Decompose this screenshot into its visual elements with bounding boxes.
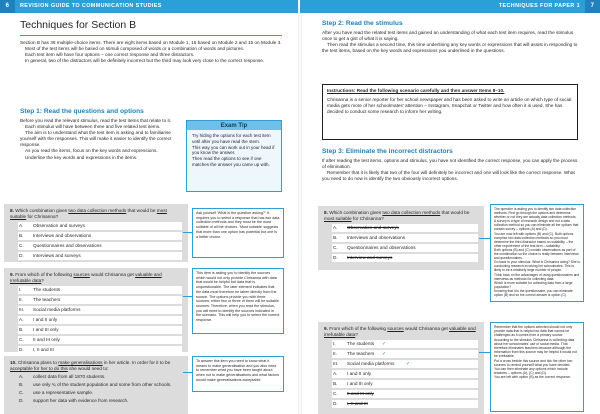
step2-paragraph: Then read the stimulus a second time, this time underlining any key words or expressions that will assist in responding to the test items, based on the key words and expressions you underlined in the questions. xyxy=(322,42,578,54)
step1-paragraph: The aim is to understand what the test item is asking and to familiarise yourself with the responses. This will make it easier to identify the correct response. xyxy=(20,130,172,148)
source-ii xyxy=(324,350,478,358)
option-letter: C. xyxy=(19,243,24,248)
question-9-box-annotated xyxy=(318,322,484,414)
option-b xyxy=(324,234,478,242)
step3-paragraph: Remember that it is likely that two of the four will definitely be incorrect and one will look like the correct response. What you need to do now is identify the two obviously incorrect options. xyxy=(322,170,575,182)
option-d xyxy=(324,400,478,408)
question-number: 9. xyxy=(10,272,14,277)
instructions-text: Read the following scenario carefully and then answer Items 8–10. xyxy=(355,88,505,93)
step3-paragraph: If after reading the test items, options and stimulus, you have not identified the correct response, you can apply the process of elimination. xyxy=(322,158,578,170)
option-text: Observation and surveys xyxy=(33,223,85,228)
option-text: Interviews and observations xyxy=(347,235,406,240)
step2-text xyxy=(322,30,578,54)
explanation-line: According to the stimulus Chrisanna is collecting data about her schoolmates' use of social media. That therefore eliminates teachers because although the information from this source may be helpful it would not be irrefutable. xyxy=(494,337,577,359)
step1-paragraph: As you read the items, focus on the key words and expressions. xyxy=(25,148,158,154)
option-text: Interviews and observations xyxy=(33,233,92,238)
explanation-line: Remember that the options selected should not only provide data that is helpful but data that cannot be challenged as it comes from a primary source. xyxy=(494,325,573,338)
option-letter: C. xyxy=(333,391,338,396)
option-letter: A. xyxy=(333,225,338,230)
step2-heading: Step 2: Read the stimulus xyxy=(322,20,403,27)
running-header-title: TECHNIQUES FOR PAPER 1 xyxy=(498,3,580,9)
option-text: I, II and III xyxy=(33,347,54,352)
question-9-stem xyxy=(10,272,182,284)
question-9-note: This item is asking you to identify the sources which would not only provide Chrisanna with data that would be helpful but data that is unquestionable. The later element indicates that the data must therefore be taken directly from the source. The options provide you with three sources; either two or three of them will be suitable sources. Therefore, when you read the stimulus, you will need to identify the sources indicated in the scenario. This will help you to select the correct response. xyxy=(192,268,284,334)
stem-part: Which combination gives xyxy=(15,208,69,213)
option-letter: D. xyxy=(19,253,24,258)
question-9-stem xyxy=(324,326,478,338)
source-text: The students xyxy=(33,287,61,292)
option-letter: B. xyxy=(19,327,24,332)
option-text: support her data with evidence from research. xyxy=(33,398,129,403)
tick-icon: ✓ xyxy=(382,340,387,347)
option-text: I and II only xyxy=(33,317,58,322)
option-c xyxy=(10,242,182,250)
page-number: 6 xyxy=(0,0,15,13)
running-header-title: REVISION GUIDE TO COMMUNICATION STUDIES xyxy=(20,3,162,9)
right-page xyxy=(300,0,600,414)
source-text: The students xyxy=(347,341,375,346)
scenario-text: Chrisanna is a senior reporter for her school newspaper and has been asked to write an article on which type of social media gets more of her schoolmates' attention – Instagram, Snapchat or Twitter and how often it is used. She has decided to conduct some research to inform her writing. xyxy=(327,97,572,114)
source-numeral: I. xyxy=(333,341,336,346)
stem-part: in her article. In order for it to be xyxy=(102,360,171,365)
section-title: Techniques for Section B xyxy=(20,19,137,31)
stem-part: for Chrisanna? xyxy=(351,216,384,221)
step2-paragraph: After you have read the related test items and gained an understanding of what each test item requires, read the stimulus once to get a gist of what it is saying. xyxy=(322,30,574,42)
option-a xyxy=(10,374,182,380)
question-9-explanation xyxy=(490,322,584,412)
option-letter: A. xyxy=(333,371,338,376)
option-text-struck: II and III only xyxy=(347,391,374,396)
intro-text xyxy=(20,40,284,64)
option-text-struck: Interview and surveys xyxy=(347,255,393,260)
question-8-explanation xyxy=(490,204,584,302)
source-numeral: I. xyxy=(19,287,22,292)
question-8-box-annotated xyxy=(318,206,484,270)
option-d xyxy=(10,346,182,354)
option-letter: C. xyxy=(19,337,24,342)
explanation-line: Knowing that it is the questionnaire, you can eliminate option (B) and so the correct answer is option (C). xyxy=(494,288,573,297)
option-b xyxy=(324,380,478,388)
option-letter: B. xyxy=(333,381,338,386)
option-letter: B. xyxy=(333,235,338,240)
stem-keyword: two data collection methods xyxy=(68,208,127,213)
option-letter: A. xyxy=(19,374,24,379)
note-connector xyxy=(183,232,192,233)
stem-part: From which of the following xyxy=(329,326,388,331)
instructions-box xyxy=(322,84,578,140)
stem-part: ? xyxy=(355,332,358,337)
left-page-header xyxy=(0,0,300,13)
exam-tip-body xyxy=(187,130,281,171)
step3-heading: Step 3: Eliminate the incorrect distractors xyxy=(322,148,453,155)
note-connector xyxy=(479,352,490,353)
option-letter: D. xyxy=(333,401,338,406)
source-i xyxy=(10,286,182,294)
question-number: 10. xyxy=(10,360,17,365)
option-b xyxy=(10,326,182,334)
stem-part: she would need to: xyxy=(67,366,109,371)
question-8-note: Ask yourself 'What is the question asking?' It requires you to select a response that has two data collection methods and they must be the most suitable of all the choices. 'Most suitable' suggests that more than one option has potential but one is a better choice. xyxy=(192,208,284,258)
source-text: Social media platforms xyxy=(33,307,81,312)
stem-part: ? xyxy=(41,278,44,283)
stem-part: Which combination gives xyxy=(329,210,383,215)
option-a xyxy=(10,316,182,324)
exam-tip-paragraph: This way you can work out in your head if you know the answer. xyxy=(192,144,275,156)
stem-keyword: sources xyxy=(387,326,404,331)
question-8-box xyxy=(4,204,188,262)
option-text-struck: Observation and surveys xyxy=(347,225,399,230)
step1-paragraph: Each stimulus will have between three and five related test items. xyxy=(25,124,161,130)
option-a xyxy=(10,222,182,230)
step1-paragraph: Before you read the relevant stimulus, read the test items that relate to it. xyxy=(20,118,172,123)
source-numeral: III. xyxy=(333,361,339,366)
question-number: 8. xyxy=(324,210,328,215)
page-number: 7 xyxy=(585,0,600,13)
option-text: use only ¾ of the student population and some from other schools. xyxy=(33,382,172,387)
stem-part: would Chrisanna get xyxy=(403,326,450,331)
intro-paragraph: Most of the test items will be based on stimuli composed of words or a combination of words and pictures. xyxy=(25,46,245,52)
stem-part: Chrisanna plans to xyxy=(17,360,59,365)
option-text: Questionnaires and observations xyxy=(33,243,102,248)
explanation-line: A survey is a type of research design and not a data collection method so you can eliminate all the options that contain survey – options (A) and (D). xyxy=(494,219,579,232)
source-numeral: II. xyxy=(333,351,337,356)
source-iii xyxy=(10,306,182,314)
option-letter: A. xyxy=(19,223,24,228)
explanation-line: Go back to your stimulus. What is Chrisanna doing? She is conducting research involving her schoolmates. This is likely to be a relatively large number of people. xyxy=(494,260,580,273)
option-d xyxy=(10,398,182,404)
note-connector xyxy=(479,238,490,239)
source-text: The teachers xyxy=(33,297,61,302)
option-c xyxy=(324,244,478,252)
question-10-stem xyxy=(10,360,182,372)
option-text: I and III only xyxy=(347,381,373,386)
stem-part: that would be xyxy=(126,208,157,213)
step1-paragraph: Underline the key words and expressions in the items. xyxy=(25,154,138,160)
question-10-box xyxy=(4,356,188,414)
source-text: Social media platforms xyxy=(347,361,395,366)
option-d xyxy=(10,252,182,260)
option-b xyxy=(10,232,182,240)
explanation-line: Which is more suitable for collecting data from a large population? xyxy=(494,280,573,289)
explanation-line: The question is asking you to identify two data collection methods. First go through the options and determine whether or not they are actually data collection methods. xyxy=(494,207,577,220)
option-text: I and II only xyxy=(347,371,372,376)
explanation-line: Put a cross beside this source and tick the other two sources to remind yourself what you have decided. xyxy=(494,358,573,367)
question-10-note: To answer this item you need to know what it means to make generalisation and you also need to remember what you have been taught about when not to make generalisations and what factors would make generalisations acceptable. xyxy=(192,356,284,392)
stem-keyword: valuable and irrefutable data xyxy=(10,272,162,283)
option-letter: A. xyxy=(19,317,24,322)
question-8-stem xyxy=(10,208,182,220)
stem-keyword: most suitable xyxy=(324,216,352,221)
option-text: collect data from all 1870 students. xyxy=(33,374,106,379)
section-title-rule xyxy=(20,35,282,36)
option-text: II and III only xyxy=(33,337,60,342)
question-8-stem xyxy=(324,210,478,222)
stem-part: From which of the following xyxy=(15,272,74,277)
stem-keyword: acceptable for her to do this xyxy=(10,366,68,371)
option-letter: C. xyxy=(19,390,24,395)
exam-tip-title: Exam Tip xyxy=(187,121,281,130)
option-letter: B. xyxy=(19,382,24,387)
source-ii xyxy=(10,296,182,304)
option-text: use a representative sample. xyxy=(33,390,94,395)
exam-tip-box xyxy=(186,120,282,192)
source-iii xyxy=(324,360,478,368)
stem-part: that would be xyxy=(440,210,470,215)
option-c xyxy=(10,336,182,344)
source-i xyxy=(324,340,478,348)
option-a xyxy=(324,224,478,232)
stem-part: would Chrisanna get xyxy=(89,272,136,277)
option-text: I and III only xyxy=(33,327,59,332)
tick-icon: ✓ xyxy=(406,360,411,367)
explanation-line: You are now left with options (B) and (C). Both options comprise two data collection methods so you must determine the third distractor based on suitability – the other requirement of the test item – suitability. xyxy=(494,231,574,248)
source-numeral: II. xyxy=(19,297,23,302)
intro-paragraph: Each test item will have four options – one correct response and three distractors. xyxy=(25,52,195,58)
note-connector xyxy=(183,296,192,297)
option-letter: D. xyxy=(19,398,24,403)
explanation-line: You can then eliminate any options which include teachers – options (A), (C) and (D). xyxy=(494,367,568,376)
exam-tip-paragraph: Try hiding the options for each test item until after you have read the stem. xyxy=(192,133,271,144)
option-d xyxy=(324,254,478,262)
stem-keyword: sources xyxy=(73,272,90,277)
question-number: 9. xyxy=(324,326,328,331)
intro-paragraph: Section B has 38 multiple-choice items. There are eight items based on Module 1, 15 based on Module 2 and 15 on Module 3. xyxy=(20,40,282,45)
tick-icon: ✓ xyxy=(382,350,387,357)
option-text: Interviews and surveys xyxy=(33,253,81,258)
option-text-struck: I, II and III xyxy=(347,401,368,406)
step1-heading: Step 1: Read the questions and options xyxy=(20,108,144,115)
intro-paragraph: In general, two of the distractors will be definitely incorrect but the third may look very close to the correct response. xyxy=(25,58,265,64)
exam-tip-paragraph: Then read the options to see if one matches the answer you came up with. xyxy=(192,156,270,167)
step3-text xyxy=(322,158,578,182)
option-text: Questionnaires and observations xyxy=(347,245,416,250)
source-text: The teachers xyxy=(347,351,375,356)
option-letter: B. xyxy=(19,233,24,238)
question-number: 8. xyxy=(10,208,14,213)
option-c xyxy=(10,390,182,396)
source-numeral: III. xyxy=(19,307,25,312)
stem-keyword: most suitable xyxy=(10,208,167,219)
instructions-line xyxy=(327,88,573,94)
step1-text xyxy=(20,118,178,161)
option-letter: D. xyxy=(333,255,338,260)
stem-keyword: valuable and irrefutable data xyxy=(324,326,476,337)
instructions-label: Instructions: xyxy=(327,88,356,93)
stem-keyword: two data collection methods xyxy=(382,210,441,215)
explanation-line: Both options (B) and (C) contain observations as part of the combination so the choice is really between interviews and questionnaires. xyxy=(494,247,579,261)
option-letter: D. xyxy=(19,347,24,352)
explanation-line: Think back on the advantages of using questionnaires and interviews as methods for collecting data. xyxy=(494,272,580,281)
option-a xyxy=(324,370,478,378)
stem-part: for Chrisanna? xyxy=(26,214,59,219)
explanation-line: You are left with option (B) as the correct response. xyxy=(494,375,571,380)
option-b xyxy=(10,382,182,388)
option-c xyxy=(324,390,478,398)
question-9-box xyxy=(4,268,188,352)
option-letter: C. xyxy=(333,245,338,250)
stem-keyword: make generalisations xyxy=(58,360,103,365)
right-page-header xyxy=(300,0,600,13)
note-connector xyxy=(183,372,192,373)
